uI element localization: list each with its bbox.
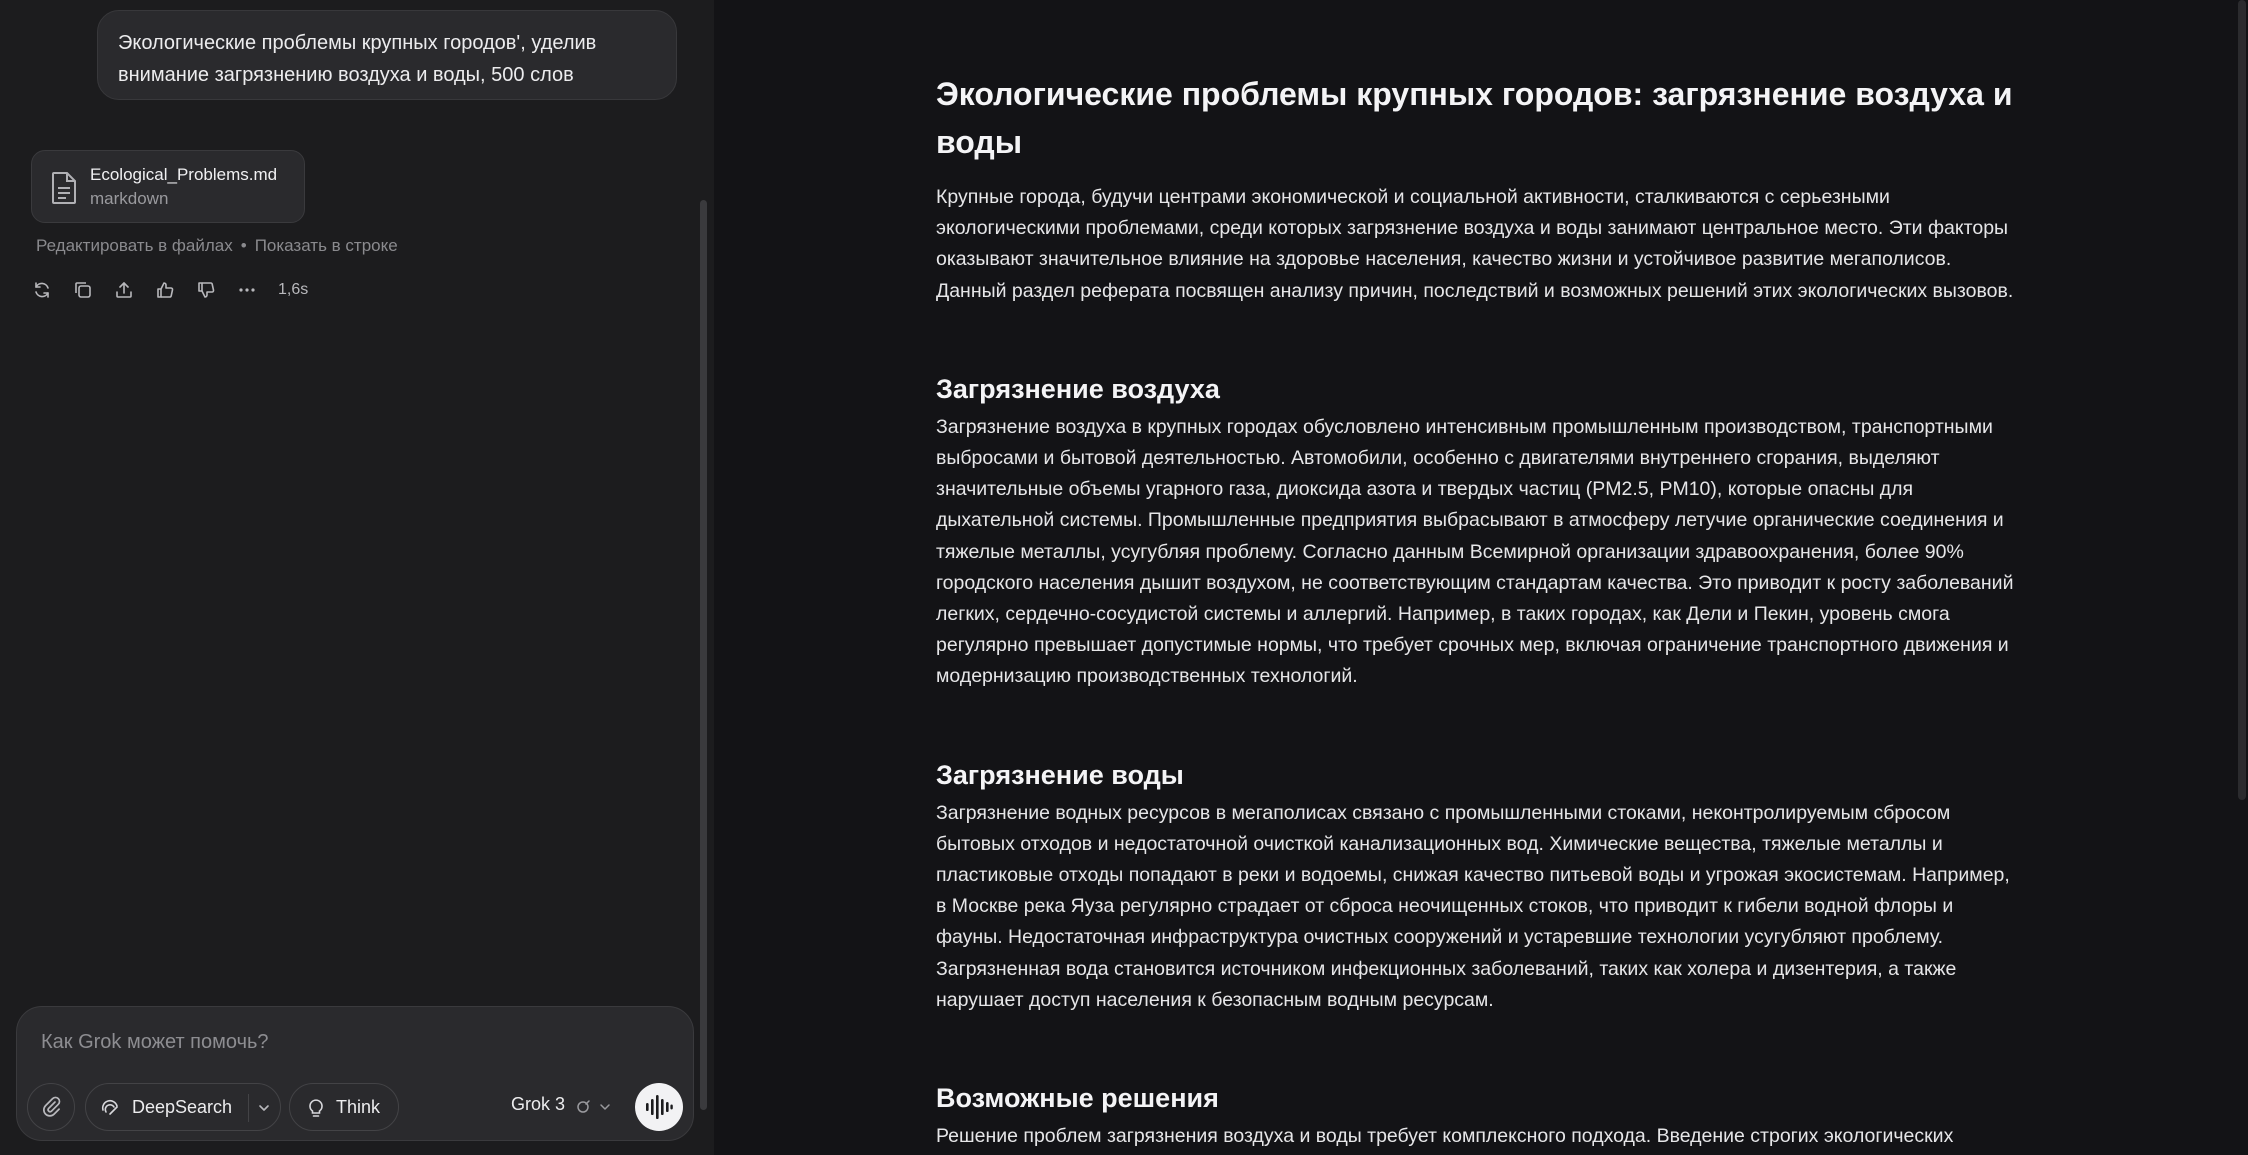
section-text: Загрязнение водных ресурсов в мегаполисах связано с промышленными стоками, неконтролируемым сбросом бытовых отходов и недостаточной очисткой канализационных вод. Химические вещества, тяжелые металлы и пластиковые отходы попадают в реки и водоемы, снижая качество питьевой воды и угрожая экосистемам. Например, в Москве река Яуза регулярно страдает от сброса неочищенных стоков, что приводит к гибели водной флоры и фауны. Недостаточная инфраструктура очистных сооружений и устаревшие технологии усугубляют проблему. Загрязненная вода становится источником инфекционных заболеваний, таких как холера и дизентерия, а также нарушает доступ населения к безопасным водным ресурсам. — [936, 801, 2010, 1011]
share-button[interactable] — [110, 276, 138, 304]
think-button[interactable] — [289, 1083, 399, 1131]
voice-mode-button[interactable] — [635, 1083, 683, 1131]
show-inline-link[interactable]: Показать в строке — [254, 236, 398, 255]
deepsearch-label: DeepSearch — [132, 1097, 233, 1117]
document-intro: Крупные города, будучи центрами экономической и социальной активности, сталкиваются с серьезными экологическими проблемами, среди которых загрязнение воздуха и воды занимают центральное место. Эти факторы оказывают значительное влияние на здоровье населения, качество жизни и устойчивое развитие мегаполисов. Данный раздел реферата посвящен анализу причин, последствий и возможных решений этих экологических вызовов. — [936, 186, 2014, 302]
file-links — [36, 236, 398, 256]
share-icon — [114, 280, 134, 300]
attach-button[interactable] — [27, 1083, 75, 1131]
lightbulb-icon — [306, 1097, 326, 1119]
chat-scrollbar[interactable] — [700, 200, 707, 1110]
copy-icon — [73, 280, 93, 300]
deepsearch-icon — [100, 1098, 120, 1118]
section-heading: Возможные решения — [936, 1083, 1219, 1114]
thumbs-up-icon — [155, 280, 175, 300]
copy-button[interactable] — [69, 276, 97, 304]
document-icon — [49, 171, 79, 205]
link-separator: • — [240, 236, 247, 255]
thumbs-down-button[interactable] — [192, 276, 220, 304]
model-options-icon[interactable] — [573, 1097, 633, 1117]
section-text: Загрязнение воздуха в крупных городах обусловлено интенсивным промышленным производством, транспортными выбросами и бытовой деятельностью. Автомобили, особенно с двигателями внутреннего сгорания, выделяют значительные объемы угарного газа, диоксида азота и твердых частиц (PM2.5, PM10), которые опасны для дыхательной системы. Промышленные предприятия выбрасывают в атмосферу летучие органические соединения и тяжелые металлы, усугубляя проблему. Согласно данным Всемирной организации здравоохранения, более 90% городского населения дышит воздухом, не соответствующим стандартам качества. Это приводит к росту заболеваний легких, сердечно-сосудистой системы и аллергий. Например, в таких городах, как Дели и Пекин, уровень смога регулярно превышает допустимые нормы, что требует срочных мер, включая ограничение транспортного движения и модернизацию производственных технологий. — [936, 415, 2014, 688]
deepsearch-divider — [248, 1094, 249, 1122]
message-composer — [16, 1006, 694, 1141]
document-scrollbar[interactable] — [2238, 0, 2246, 800]
message-actions — [28, 276, 308, 304]
paperclip-icon — [41, 1096, 61, 1118]
deepsearch-button[interactable] — [85, 1083, 281, 1131]
think-label: Think — [336, 1097, 381, 1117]
response-time: 1,6s — [278, 281, 309, 298]
voice-waveform-icon — [645, 1094, 673, 1120]
attachment-filename: Ecological_Problems.md — [90, 165, 278, 184]
attachment-card[interactable] — [31, 150, 305, 223]
model-selector[interactable]: Grok 3 — [511, 1094, 566, 1114]
section-text: Решение проблем загрязнения воздуха и воды требует комплексного подхода. Введение строгих экологических — [936, 1125, 1954, 1148]
section-heading: Загрязнение воды — [936, 759, 1184, 790]
edit-in-files-link[interactable]: Редактировать в файлах — [36, 236, 233, 255]
thumbs-down-icon — [196, 280, 216, 300]
more-button[interactable] — [233, 276, 261, 304]
document-content — [936, 70, 2016, 1152]
chat-panel — [0, 0, 714, 1155]
more-icon — [237, 280, 257, 300]
document-title: Экологические проблемы крупных городов: загрязнение воздуха и воды — [936, 76, 2013, 160]
attachment-filetype: markdown — [90, 189, 169, 208]
user-message: Экологические проблемы крупных городов', уделив внимание загрязнению воздуха и воды, 500 слов — [97, 10, 677, 100]
regenerate-icon — [32, 280, 52, 300]
chevron-down-icon[interactable] — [257, 1101, 271, 1115]
thumbs-up-button[interactable] — [151, 276, 179, 304]
section-heading: Загрязнение воздуха — [936, 373, 1220, 404]
message-input[interactable]: Как Grok может помочь? — [41, 1031, 269, 1053]
regenerate-button[interactable] — [28, 276, 56, 304]
